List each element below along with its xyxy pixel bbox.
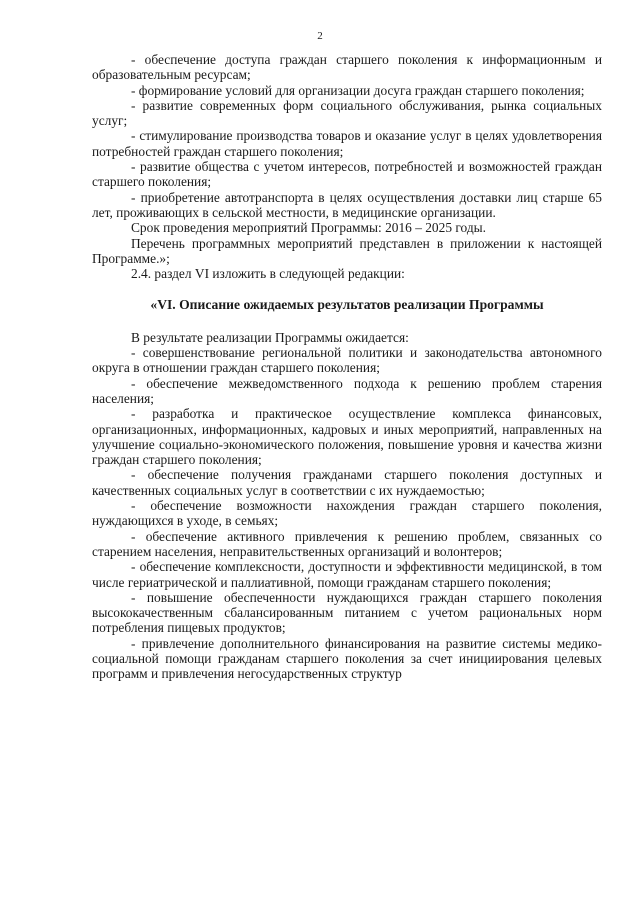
paragraph: - привлечение дополнительного финансирования на развитие системы медико-социальной помощи гражданам старшего поколения за счет инициирования целевых программ и привлечения негосударственных структур (92, 635, 602, 682)
paragraph: Срок проведения мероприятий Программы: 2016 – 2025 годы. (131, 220, 486, 236)
paragraph: - обеспечение активного привлечения к решению проблем, связанных со старением населения, неправительственных организаций и волонтеров; (92, 528, 602, 559)
paragraph: - обеспечение получения гражданами старшего поколения доступных и качественных социальных услуг в соответствии с их нуждаемостью; (92, 467, 602, 498)
paragraph: 2.4. раздел VI изложить в следующей редакции: (131, 266, 405, 282)
paragraph: - обеспечение межведомственного подхода к решению проблем старения населения; (92, 375, 602, 406)
page-number: 2 (317, 30, 323, 42)
paragraph: - разработка и практическое осуществление комплекса финансовых, организационных, информационных, кадровых и иных мероприятий, направленных на улучшение социально-экономического положения, повышение уровня и качества жизни граждан старшего поколения; (92, 406, 602, 468)
paragraph: - приобретение автотранспорта в целях осуществления доставки лиц старше 65 лет, проживающих в сельской местности, в медицинские организации. (92, 189, 602, 220)
paragraph: - развитие современных форм социального обслуживания, рынка социальных услуг; (92, 97, 602, 129)
section-title: «VI. Описание ожидаемых результатов реализации Программы (150, 297, 544, 313)
paragraph: - совершенствование региональной политики и законодательства автономного округа в отношении граждан старшего поколения; (92, 345, 602, 376)
lower-text-block (92, 330, 602, 682)
upper-text-block (92, 52, 602, 281)
paragraph: Перечень программных мероприятий представлен в приложении к настоящей Программе.»; (92, 235, 602, 266)
paragraph: - обеспечение доступа граждан старшего поколения к информационным и образовательным ресурсам; (92, 52, 602, 83)
paragraph: - стимулирование производства товаров и оказание услуг в целях удовлетворения потребностей граждан старшего поколения; (92, 128, 602, 159)
paragraph: В результате реализации Программы ожидается: (131, 329, 409, 345)
document-body (92, 52, 602, 682)
paragraph: - повышение обеспеченности нуждающихся граждан старшего поколения высококачественным сбалансированным питанием с учетом рациональных норм потребления пищевых продуктов; (92, 589, 602, 636)
paragraph: - обеспечение комплексности, доступности и эффективности медицинской, в том числе гериатрической и паллиативной, помощи гражданам старшего поколения; (92, 559, 602, 590)
paragraph: - обеспечение возможности нахождения граждан старшего поколения, нуждающихся в уходе, в семьях; (92, 498, 602, 529)
paragraph: - развитие общества с учетом интересов, потребностей и возможностей граждан старшего поколения; (92, 159, 602, 190)
paragraph: - формирование условий для организации досуга граждан старшего поколения; (131, 82, 585, 98)
